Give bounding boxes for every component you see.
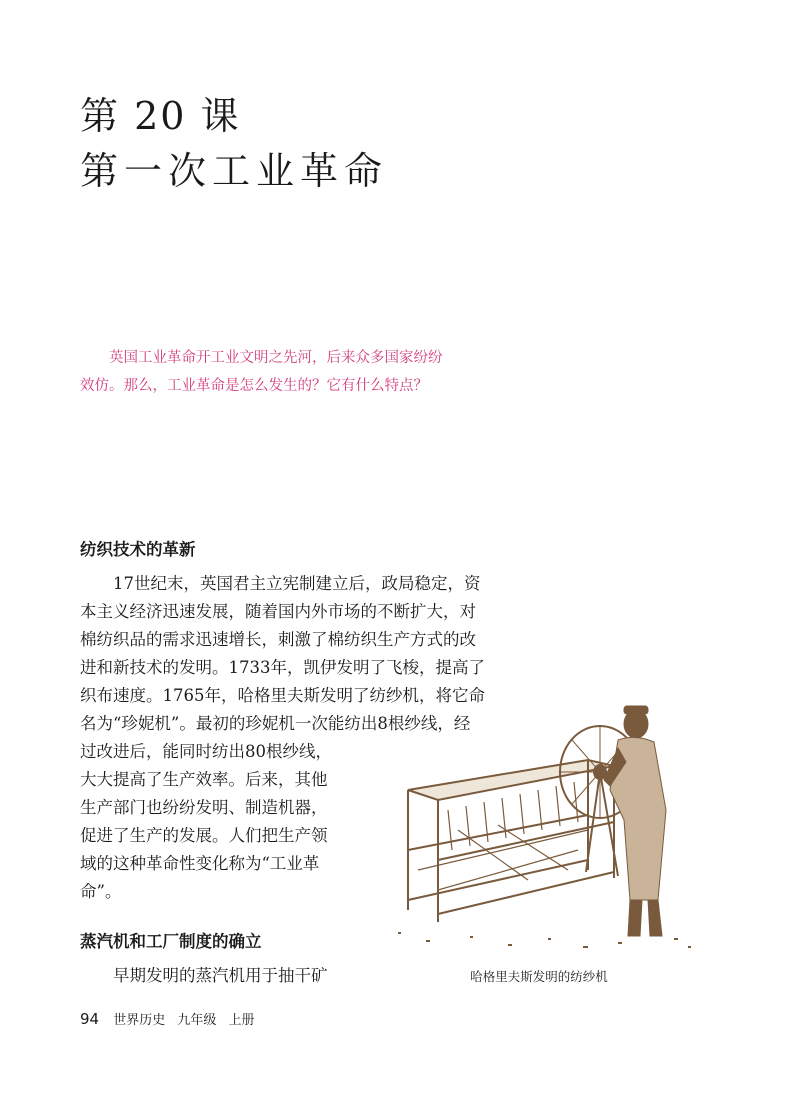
intro-line: 效仿。那么，工业革命是怎么发生的？它有什么特点？ bbox=[80, 378, 428, 394]
lesson-number: 第 20 课 bbox=[80, 94, 241, 138]
spinning-jenny-illustration bbox=[378, 700, 702, 956]
figure-caption: 哈格里夫斯发明的纺纱机 bbox=[470, 969, 608, 984]
book-name: 世界历史 bbox=[113, 1013, 166, 1028]
intro-paragraph bbox=[80, 344, 500, 400]
body-line: 棉纺织品的需求迅速增长，刺激了棉纺织生产方式的改 bbox=[80, 630, 476, 649]
volume-label: 上册 bbox=[228, 1013, 255, 1028]
body-line: 17世纪末，英国君主立宪制建立后，政局稳定，资 bbox=[113, 574, 481, 593]
grade-label: 九年级 bbox=[177, 1013, 217, 1028]
body-line: 大大提高了生产效率。后来，其他 bbox=[80, 770, 328, 789]
intro-line: 英国工业革命开工业文明之先河，后来众多国家纷纷 bbox=[109, 350, 443, 366]
body-line: 过改进后，能同时纺出80根纱线， bbox=[80, 742, 332, 761]
section-heading-steam: 蒸汽机和工厂制度的确立 bbox=[80, 932, 262, 951]
body-line: 生产部门也纷纷发明、制造机器， bbox=[80, 798, 328, 817]
body-line: 命”。 bbox=[80, 882, 122, 901]
body-line: 名为“珍妮机”。最初的珍妮机一次能纺出8根纱线，经 bbox=[80, 714, 471, 733]
body-line: 进和新技术的发明。1733年，凯伊发明了飞梭，提高了 bbox=[80, 658, 485, 677]
body-line: 促进了生产的发展。人们把生产领 bbox=[80, 826, 328, 845]
page-number: 94 bbox=[80, 1010, 100, 1028]
body-line: 早期发明的蒸汽机用于抽干矿 bbox=[113, 966, 328, 985]
page-footer bbox=[80, 1010, 263, 1030]
section-heading-textile: 纺织技术的革新 bbox=[80, 540, 196, 559]
lesson-title: 第一次工业革命 bbox=[80, 149, 389, 193]
body-line: 域的这种革命性变化称为“工业革 bbox=[80, 854, 320, 873]
body-line: 织布速度。1765年，哈格里夫斯发明了纺纱机，将它命 bbox=[80, 686, 485, 705]
body-line: 本主义经济迅速发展，随着国内外市场的不断扩大，对 bbox=[80, 602, 476, 621]
